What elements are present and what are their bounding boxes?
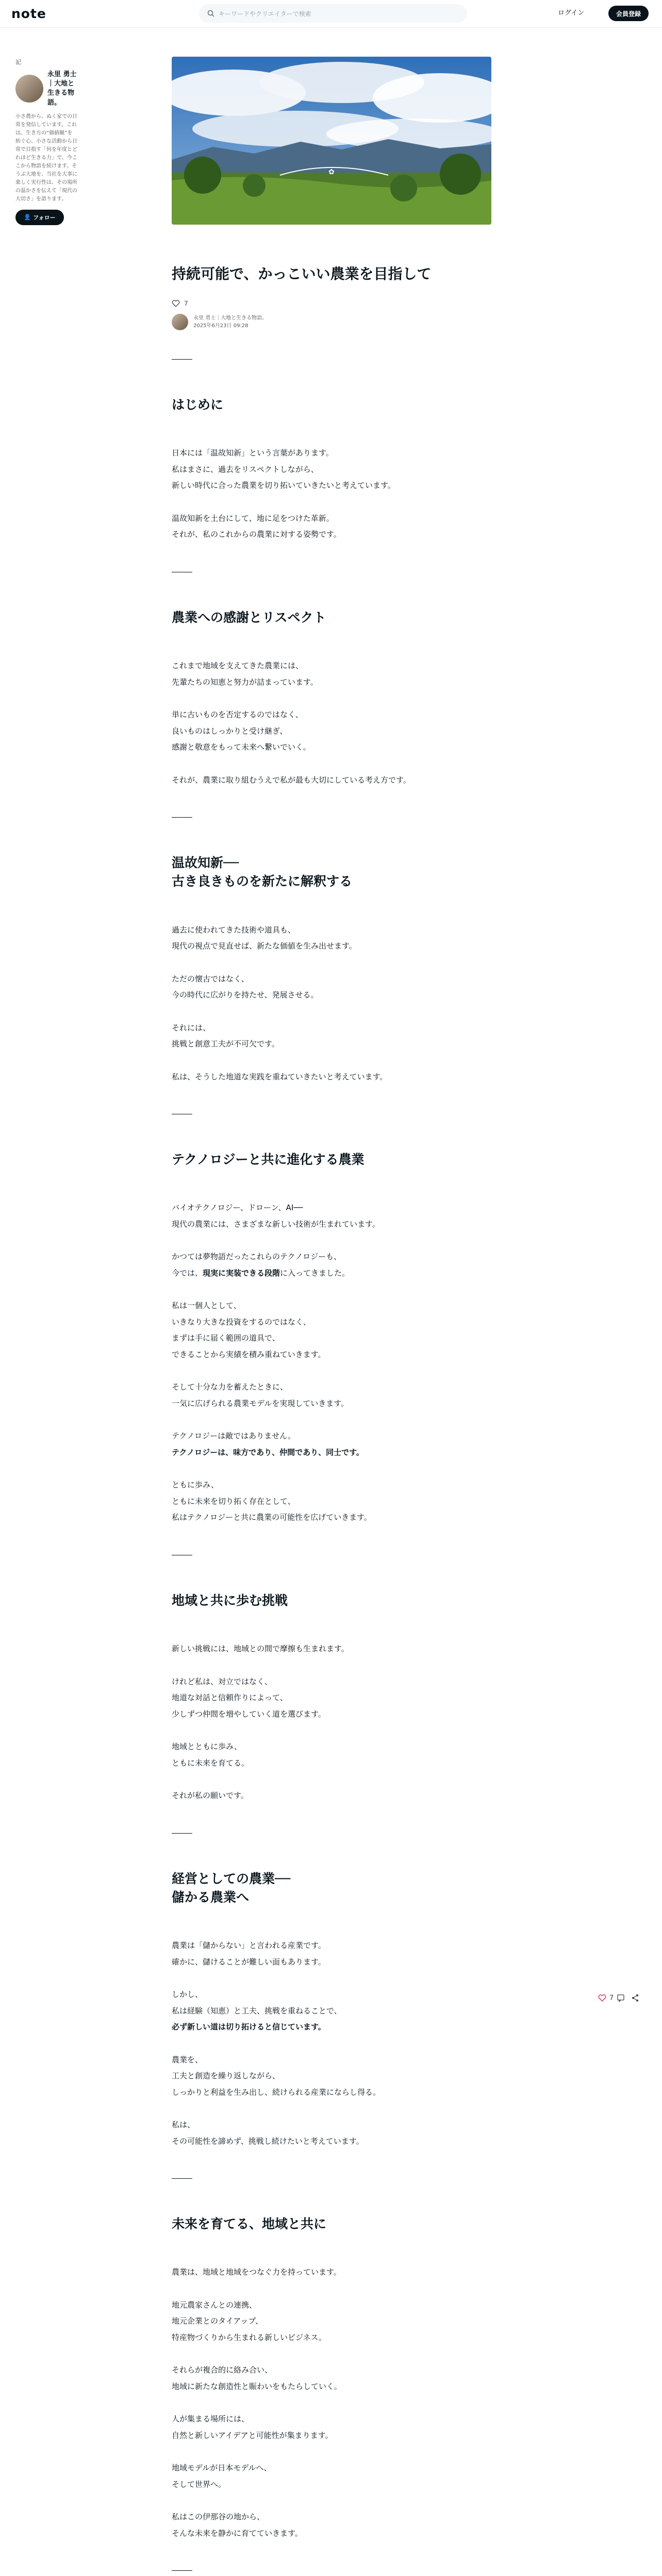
body-paragraph: けれど私は、対立ではなく、 地道な対話と信頼作りによって、 少しずつ仲間を増やしていく道を選びます。 [172,1676,326,1719]
author-bio: 小さ農から、ぬく家での日常を発信しています。これは、生き方の“価値観”を紡ぐ心、小さな活動から日常で目指す「何を年度とどれほど生きる力」で、今ここから物語を続けます。そうぶ大地を、当社を大事に楽しく実行性は、その場所の温かさを伝えて「現代の大切さ」を語ります。 [15,113,77,202]
body-paragraph: ただの懐古ではなく、 今の時代に広がりを持たせ、発展させる。 [172,974,319,1000]
person-plus-icon: 👤 [24,214,31,221]
article-main [172,57,491,2576]
section-divider [172,359,192,360]
search-placeholder: キーワードやクリエイターで検索 [219,10,311,18]
body-paragraph: 私は、そうした地道な実践を重ねていきたいと考えています。 [172,1072,388,1081]
section-heading: 地域と共に歩む挑戦 [172,1592,288,1608]
like-area [172,299,491,308]
section-divider [172,2570,192,2571]
section-heading: 未来を育てる、地域と共に [172,2216,327,2232]
body-paragraph: 単に古いものを否定するのではなく、 良いものはしっかりと受け継ぎ、 感謝と敬意をもって未来へ繋いでいく。 [172,710,311,752]
floating-like-count: 7 [609,1994,614,2002]
body-paragraph: 新しい挑戦には、地域との間で摩擦も生まれます。 [172,1644,349,1654]
section-heading: 農業への感謝とリスペクト [172,609,326,625]
signup-button[interactable]: 会員登録 [608,6,649,21]
section-divider [172,2178,192,2179]
article-meta [172,314,491,330]
body-paragraph: かつては夢物語だったこれらのテクノロジーも、 今では、現実に実装できる段階に入ってきました。 [172,1252,350,1278]
magazine-crumb: 記 [15,59,21,65]
body-paragraph: 農業を、 工夫と創造を繰り返しながら、 しっかりと利益を生み出し、続けられる産業にならし得る。 [172,2055,381,2097]
body-paragraph: これまで地域を支えてきた農業には、 先輩たちの知恵と努力が詰まっています。 [172,661,318,687]
search-icon [207,10,214,17]
section-divider [172,1833,192,1834]
follow-label: フォロー [33,214,56,221]
search-box[interactable] [199,4,467,23]
section-divider [172,817,192,818]
body-paragraph: それが、農業に取り組むうえで私が最も大切にしている考え方です。 [172,775,411,785]
body-paragraph: 過去に使われてきた技術や道具も、 現代の視点で見直せば、新たな価値を生み出せます。 [172,925,357,951]
body-paragraph: そして十分な力を蓄えたときに、 一気に広げられる農業モデルを実現していきます。 [172,1382,349,1408]
author-avatar-small[interactable] [172,314,188,330]
body-paragraph: 人が集まる場所には、 自然と新しいアイデアと可能性が集まります。 [172,2414,333,2440]
body-paragraph: それが私の願いです。 [172,1791,249,1801]
body-paragraph: 地域とともに歩み、 ともに未来を育てる。 [172,1742,250,1768]
body-paragraph: それには、 挑戦と創意工夫が不可欠です。 [172,1023,279,1049]
body-paragraph: ともに歩み、 ともに未来を切り拓く存在として、 私はテクノロジーと共に農業の可能性を広げていきます。 [172,1480,372,1522]
section-heading: テクノロジーと共に進化する農業 [172,1152,365,1167]
body-paragraph: 温故知新を土台にして、地に足をつけた革新。 それが、私のこれからの農業に対する姿勢です。 [172,513,341,539]
like-count: 7 [184,300,188,308]
share-icon[interactable] [631,1994,639,2002]
hero-image [172,57,491,225]
section-heading: はじめに [172,397,224,413]
author-sidebar [15,58,77,225]
author-avatar[interactable] [15,75,43,103]
article-body [172,359,491,2576]
login-link[interactable]: ログイン [558,9,585,17]
body-paragraph: 地域モデルが日本モデルへ、 そして世界へ。 [172,2463,272,2489]
section-heading: 温故知新── 古き良きものを新たに解釈する [172,855,353,889]
meta-author[interactable]: 永里 勇士｜大地と生きる物語。 [193,315,268,321]
author-name[interactable]: 永里 勇士｜大地と生きる物語。 [47,71,77,107]
body-paragraph: 私は、 その可能性を諦めず、挑戦し続けたいと考えています。 [172,2120,364,2146]
follow-button[interactable] [15,210,64,225]
note-logo[interactable]: note [11,6,46,21]
body-paragraph: しかし、 私は経験（知恵）と工夫、挑戦を重ねることで、 必ず新しい道は切り拓けると信じています。 [172,1990,342,2032]
body-paragraph: 日本には「温故知新」という言葉があります。 私はまさに、過去をリスペクトしながら、 新しい時代に合った農業を切り拓いていきたいと考えています。 [172,448,395,490]
body-paragraph: テクノロジーは敵ではありません。 テクノロジーは、味方であり、仲間であり、同士です。 [172,1431,364,1457]
meta-date: 2025年6月23日 09:28 [193,323,249,329]
body-paragraph: 農業は「儲からない」と言われる産業です。 確かに、儲けることが難しい面もあります。 [172,1941,326,1967]
body-paragraph: バイオテクノロジー、ドローン、AI── 現代の農業には、さまざまな新しい技術が生まれています。 [172,1203,380,1229]
body-paragraph: 地元農家さんとの連携、 地元企業とのタイアップ、 特産物づくりから生まれる新しいビジネス。 [172,2300,327,2342]
body-paragraph: それらが複合的に絡み合い、 地域に新たな創造性と賑わいをもたらしていく。 [172,2365,342,2391]
body-paragraph: 私はこの伊那谷の地から、 そんな未来を静かに育てていきます。 [172,2512,303,2538]
svg-text:✿: ✿ [328,168,335,176]
heart-icon[interactable] [172,299,180,308]
floating-actions [598,1994,639,2002]
comment-icon[interactable] [617,1994,625,2002]
top-header [0,0,662,28]
section-heading: 経営としての農業── 儲かる農業へ [172,1871,291,1905]
body-paragraph: 私は一個人として、 いきなり大きな投資をするのではなく、 まずは手に届く範囲の道具で、 できることから実績を積み重ねていきます。 [172,1301,326,1359]
body-paragraph: 農業は、地域と地域をつなぐ力を持っています。 [172,2267,341,2277]
heart-icon[interactable] [598,1994,606,2002]
article-title: 持続可能で、かっこいい農業を目指して [172,265,432,282]
